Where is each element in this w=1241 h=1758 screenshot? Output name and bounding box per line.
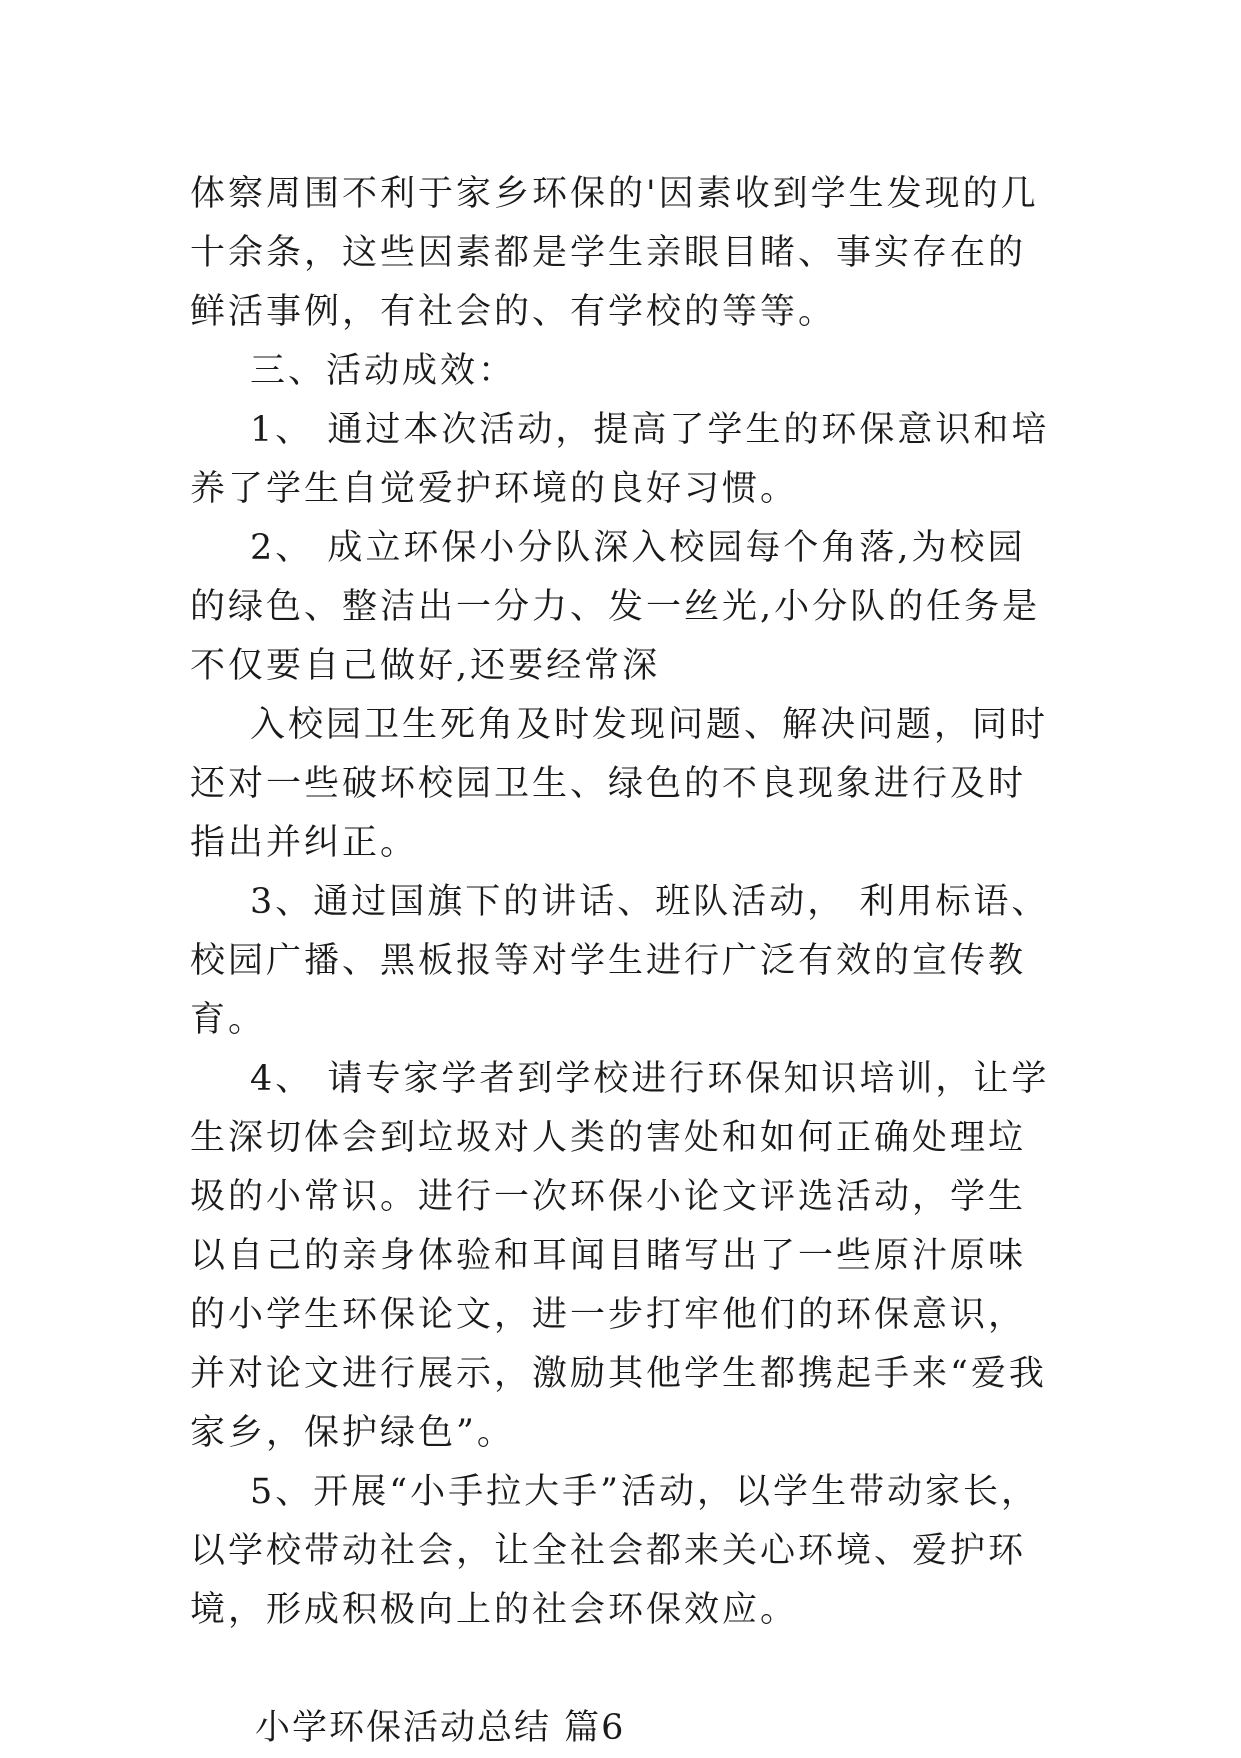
paragraph-continuation: 体察周围不利于家乡环保的'因素收到学生发现的几十余条，这些因素都是学生亲眼目睹、事实存在的鲜活事例，有社会的、有学校的等等。 [190,174,1039,332]
heading-activity-results: 三、活动成效： [250,351,517,391]
result-item-2-continued: 入校园卫生死角及时发现问题、解决问题，同时还对一些破坏校园卫生、绿色的不良现象进行及时指出并纠正。 [190,705,1049,863]
result-item-5: 5、开展“小手拉大手”活动，以学生带动家长，以学校带动社会，让全社会都来关心环境、爱护环境，形成积极向上的社会环保效应。 [190,1472,1040,1630]
document-body [190,165,1050,1758]
section-title: 小学环保活动总结 篇6 [255,1708,626,1748]
result-item-3: 3、通过国旗下的讲话、班队活动， 利用标语、校园广播、黑板报等对学生进行广泛有效的宣传教育。 [190,882,1050,1040]
section-spacer [190,1640,1050,1699]
result-item-4: 4、 请专家学者到学校进行环保知识培训，让学生深切体会到垃圾对人类的害处和如何正确处理垃圾的小常识。进行一次环保小论文评选活动，学生以自己的亲身体验和耳闻目睹写出了一些原汁原味的小学生环保论文，进一步打牢他们的环保意识，并对论文进行展示，激励其他学生都携起手来“爱我家乡，保护绿色”。 [190,1059,1050,1453]
result-item-2: 2、 成立环保小分队深入校园每个角落,为校园的绿色、整洁出一分力、发一丝光,小分队的任务是不仅要自己做好,还要经常深 [190,528,1041,686]
result-item-1: 1、 通过本次活动，提高了学生的环保意识和培养了学生自觉爱护环境的良好习惯。 [190,410,1050,509]
